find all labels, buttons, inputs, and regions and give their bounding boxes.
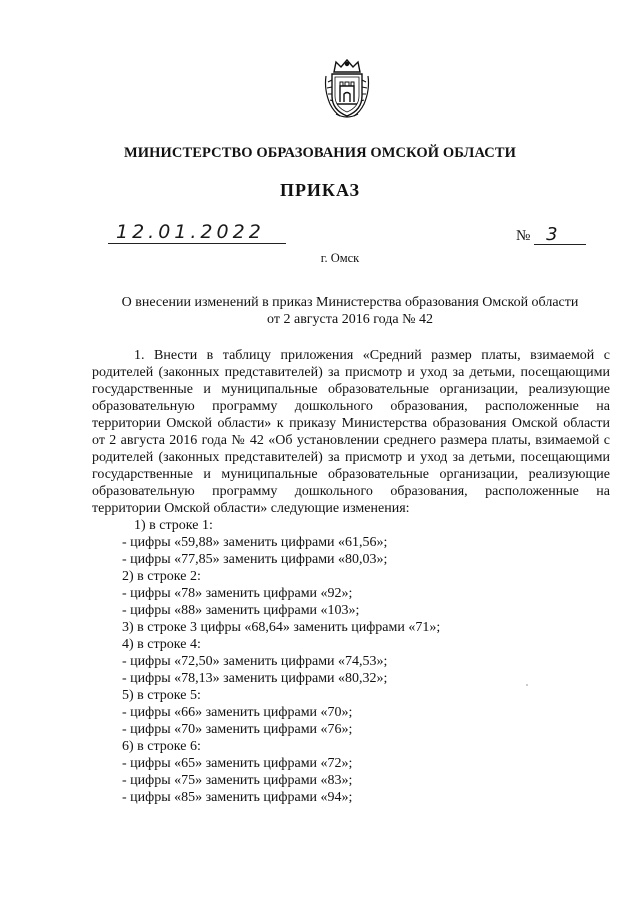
city-label: г. Омск [320, 251, 360, 265]
list-item: - цифры «59,88» заменить цифрами «61,56»; [122, 535, 388, 550]
list-item: 3) в строке 3 цифры «68,64» заменить цифрами «71»; [122, 620, 441, 635]
list-item: 1) в строке 1: [134, 518, 213, 533]
list-item: - цифры «72,50» заменить цифрами «74,53»; [122, 654, 388, 669]
list-item: 4) в строке 4: [122, 637, 201, 652]
change-list [92, 517, 610, 806]
main-paragraph: 1. Внести в таблицу приложения «Средний размер платы, взимаемой с родителей (законных представителей) за присмотр и уход за детьми, посещающими государственные и муниципальные образовательные организации, реализующие образовательную программу дошкольного образования, расположенные на территории Омской области» к приказу Министерства образования Омской области от 2 августа 2016 года № 42 «Об установлении среднего размера платы, взимаемой с родителей (законных представителей) за присмотр и уход за детьми, посещающими государственные и муниципальные образовательные организации, реализующие образовательную программу дошкольного образования, расположенные на территории Омской области» следующие изменения: [92, 348, 610, 516]
ministry-title: МИНИСТЕРСТВО ОБРАЗОВАНИЯ ОМСКОЙ ОБЛАСТИ [123, 145, 517, 161]
list-item: 6) в строке 6: [122, 739, 201, 754]
subject-line-2: от 2 августа 2016 года № 42 [267, 312, 433, 327]
list-item: - цифры «65» заменить цифрами «72»; [122, 756, 353, 771]
list-item: 5) в строке 5: [122, 688, 201, 703]
list-item: - цифры «75» заменить цифрами «83»; [122, 773, 353, 788]
list-item: - цифры «78,13» заменить цифрами «80,32»; [122, 671, 388, 686]
order-number: 3 [534, 226, 586, 245]
order-date: 12.01.2022 [108, 221, 286, 244]
order-body [92, 347, 610, 806]
list-item: 2) в строке 2: [122, 569, 201, 584]
number-sign: № [516, 228, 531, 244]
list-item: - цифры «66» заменить цифрами «70»; [122, 705, 353, 720]
list-item: - цифры «85» заменить цифрами «94»; [122, 790, 353, 805]
list-item: - цифры «77,85» заменить цифрами «80,03»; [122, 552, 388, 567]
subject-line-1: О внесении изменений в приказ Министерства образования Омской области [121, 295, 579, 310]
list-item: - цифры «88» заменить цифрами «103»; [122, 603, 360, 618]
coat-of-arms-icon [322, 58, 372, 120]
scan-artifact [526, 684, 528, 686]
order-subject [90, 294, 610, 328]
document-type-title: ПРИКАЗ [279, 180, 361, 200]
list-item: - цифры «70» заменить цифрами «76»; [122, 722, 353, 737]
order-number-block [516, 226, 586, 246]
list-item: - цифры «78» заменить цифрами «92»; [122, 586, 353, 601]
